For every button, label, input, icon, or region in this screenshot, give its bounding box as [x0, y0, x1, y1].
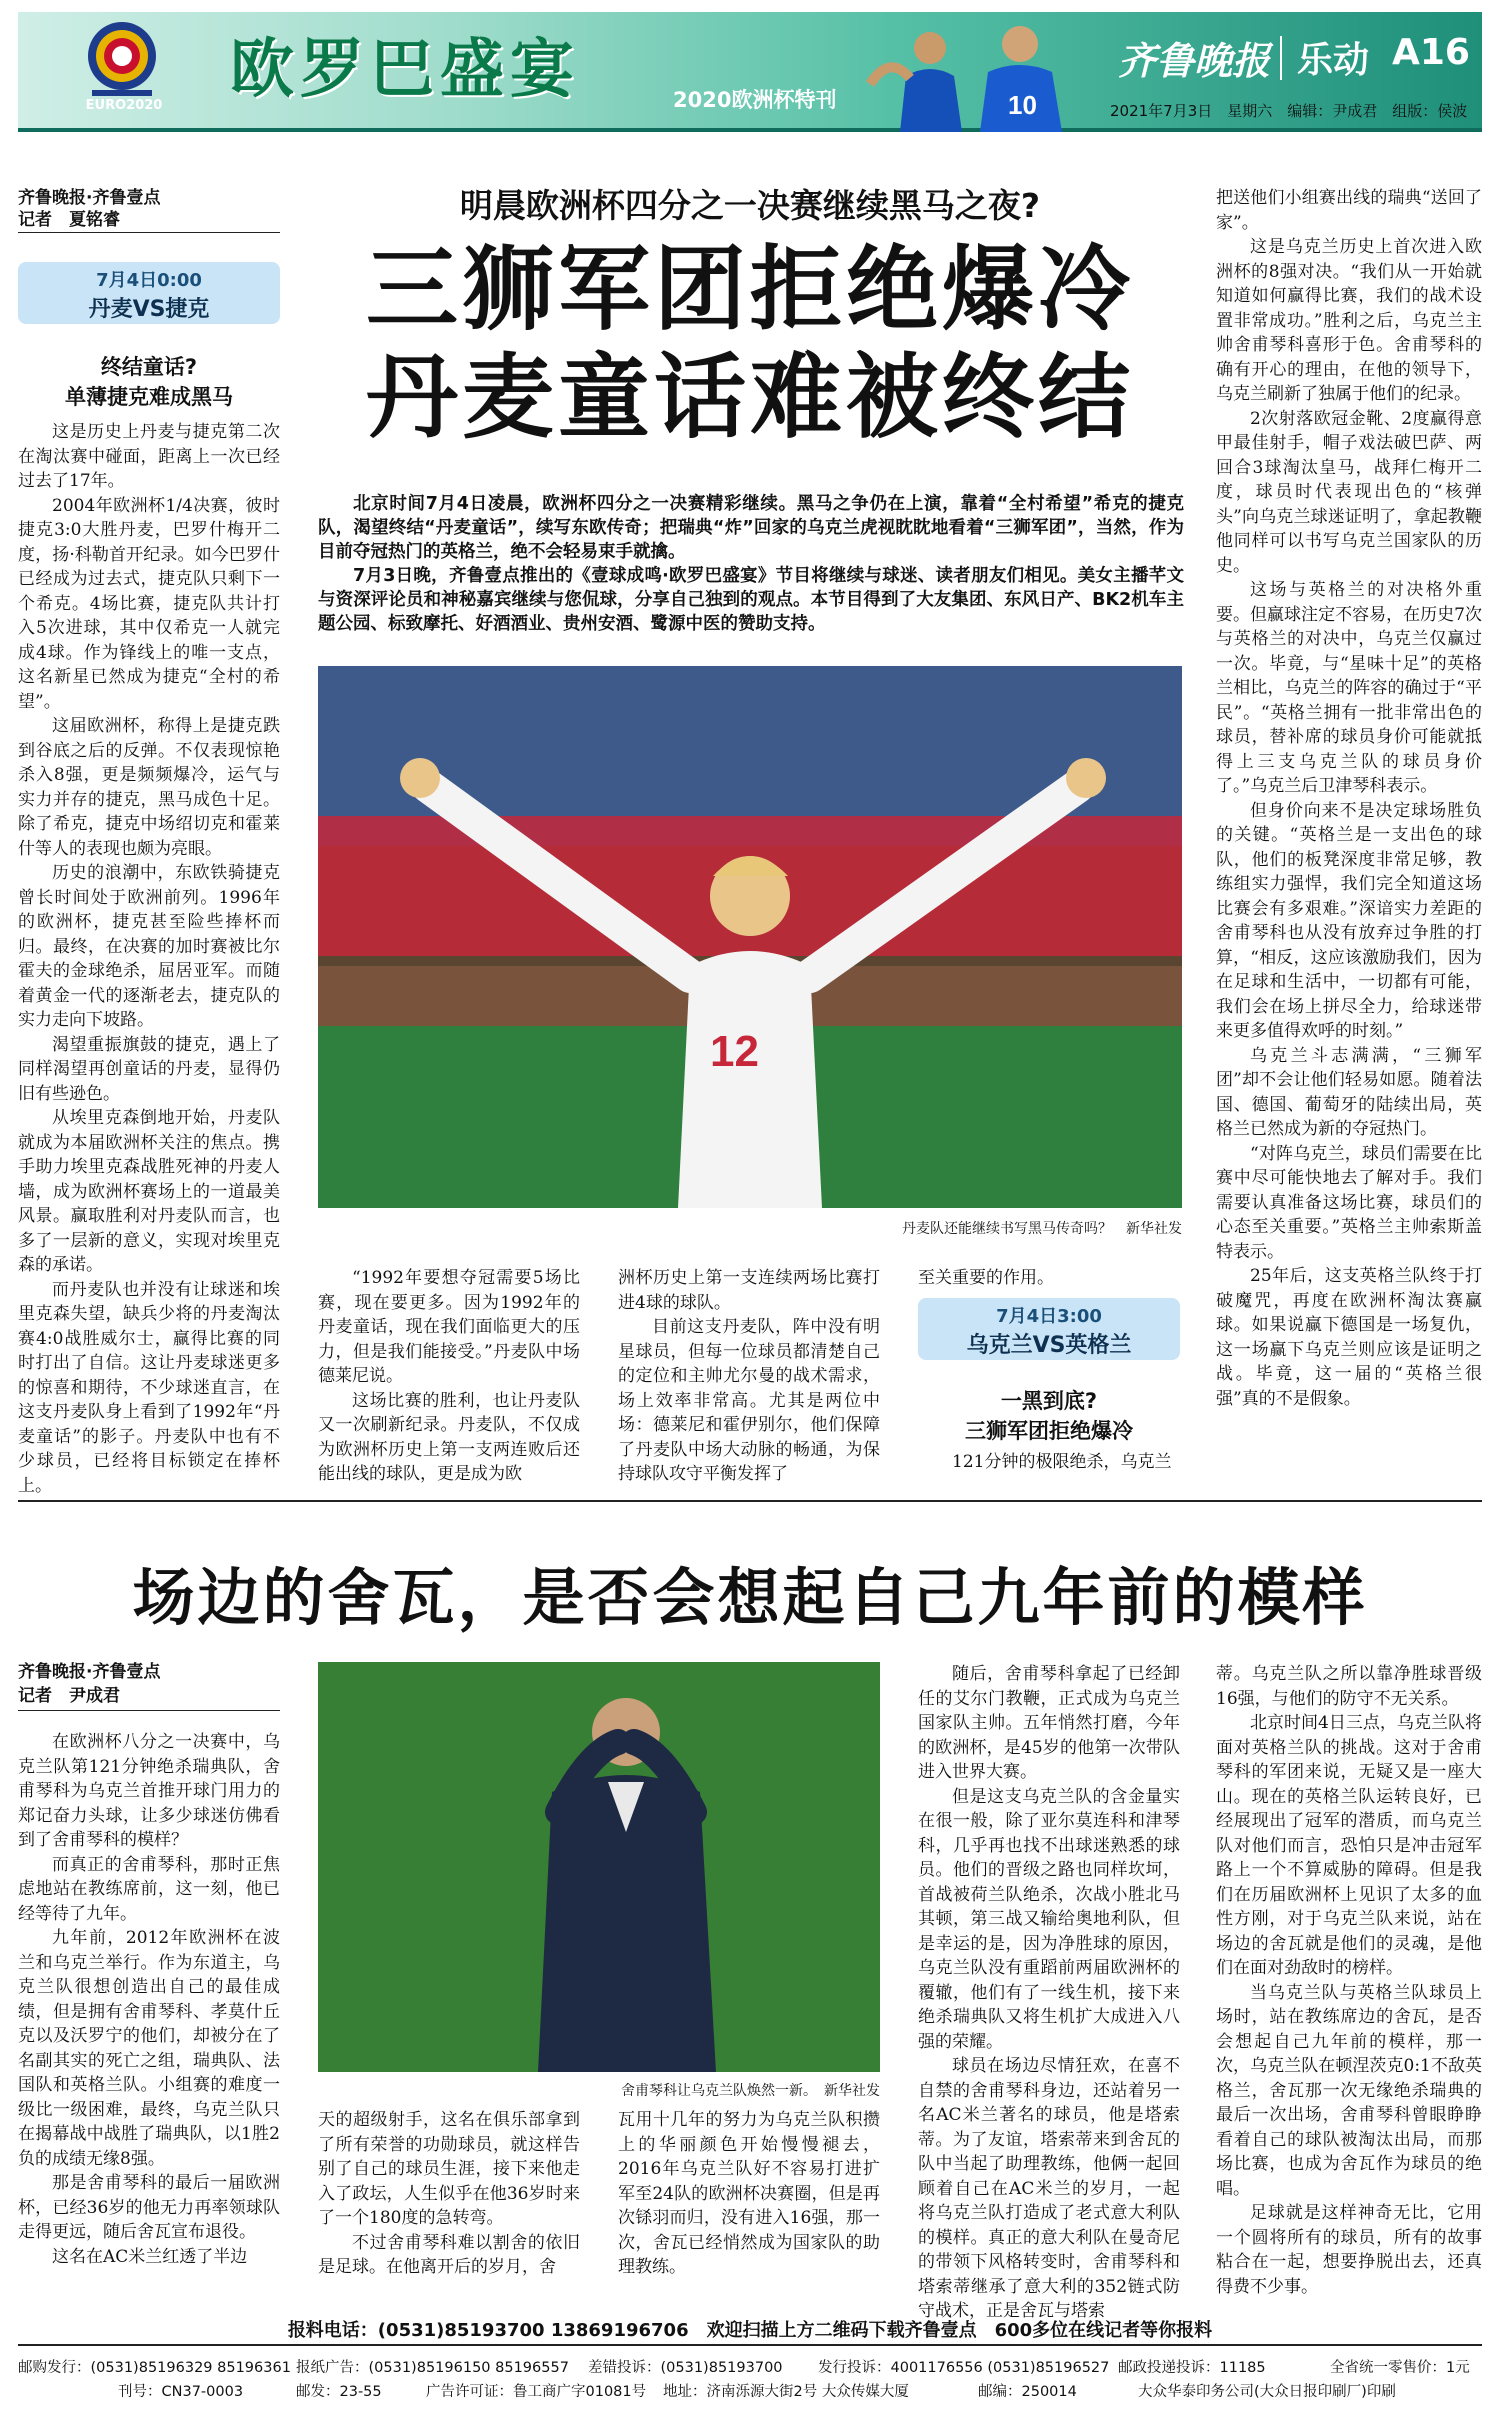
- match-teams: 乌克兰VS英格兰: [966, 1333, 1132, 1358]
- footer-info: 差错投诉：(0531)85193700: [588, 2360, 783, 2376]
- paragraph: 渴望重振旗鼓的捷克，遇上了同样渴望再创童话的丹麦，显得仍旧有些逊色。: [18, 1034, 280, 1104]
- footer-info: 邮编：250014: [978, 2384, 1077, 2400]
- byline-outlet: 齐鲁晚报·齐鲁壹点: [18, 1662, 161, 1682]
- photo-caption: 舍甫琴科让乌克兰队焕然一新。 新华社发: [621, 2083, 880, 2099]
- footer-info: 发行投诉：4001176556 (0531)85196527: [818, 2360, 1110, 2376]
- section-name: 乐动: [1297, 40, 1370, 81]
- paragraph: 而真正的舍甫琴科，那时正焦虑地站在教练席前，这一刻，他已经等待了九年。: [18, 1854, 280, 1924]
- banner-subtitle: 2020欧洲杯特刊: [673, 88, 837, 112]
- subhead-ukraine-england: [918, 1386, 1180, 1446]
- article-column-mid-c2: [918, 1450, 1180, 1476]
- story2-headline: 场边的舍瓦，是否会想起自己九年前的模样: [132, 1561, 1368, 1634]
- paragraph: 这届欧洲杯，称得上是捷克跌到谷底之后的反弹。不仅表现惊艳杀入8强，更是频频爆冷，运气与实力并存的捷克，黑马成色十足。除了希克，捷克中场绍切克和霍莱什等人的表现也颇为亮眼。: [18, 716, 280, 859]
- paragraph: 目前这支丹麦队，阵中没有明星球员，但每一位球员都清楚自己的定位和主帅尤尔曼的战术需求，场上效率非常高。尤其是两位中场：德莱尼和霍伊别尔，他们保障了丹麦队中场大动脉的畅通，为保持球队攻守平衡发挥了: [618, 1317, 880, 1484]
- article-column-mid-a: [318, 1266, 580, 1492]
- paragraph: 从埃里克森倒地开始，丹麦队就成为本届欧洲杯关注的焦点。携手助力埃里克森战胜死神的丹麦人墙，成为欧洲杯赛场上的一道最美风景。赢取胜利对丹麦队而言，也多了一层新的意义，实现对埃里克森的承诺。: [18, 1108, 280, 1275]
- article-column-right: [1216, 186, 1482, 1476]
- hotline: 报料电话：(0531)85193700 13869196706 欢迎扫描上方二维码下载齐鲁壹点 600多位在线记者等你报料: [287, 2320, 1213, 2341]
- footer-info: 邮发：23-55: [296, 2384, 382, 2400]
- footer-info: 广告许可证：鲁工商广字01081号: [426, 2384, 647, 2400]
- byline-outlet: 齐鲁晚报·齐鲁壹点: [18, 188, 161, 208]
- paragraph: 这是乌克兰历史上首次进入欧洲杯的8强对决。“我们从一开始就知道如何赢得比赛，我们的战术设置非常成功。”胜利之后，乌克兰主帅舍甫琴科喜形于色。舍甫琴科的确有开心的理由，在他的领导下，乌克兰刷新了独属于他们的纪录。: [1216, 237, 1482, 404]
- paragraph: “1992年要想夺冠需要5场比赛，现在要更多。因为1992年的丹麦童话，现在我们面临更大的压力，但是我们能接受。”丹麦队中场德莱尼说。: [318, 1268, 580, 1386]
- footer: [18, 2316, 1482, 2406]
- footer-info: 邮政投递投诉：11185: [1118, 2360, 1266, 2376]
- story2-column-1: [18, 1730, 280, 2304]
- photo-caption: 丹麦队还能继续书写黑马传奇吗？ 新华社发: [902, 1221, 1182, 1237]
- footer-info: 刊号：CN37-0003: [118, 2384, 244, 2400]
- date-editor-line: 2021年7月3日 星期六 编辑：尹成君 组版：侯波: [1110, 102, 1468, 120]
- paragraph: 不过舍甫琴科难以割舍的依旧是足球。在他离开后的岁月，舍: [318, 2232, 580, 2277]
- page-number: A16: [1392, 32, 1470, 73]
- match-badge-denmark-czech: [18, 262, 280, 324]
- paragraph: 九年前，2012年欧洲杯在波兰和乌克兰举行。作为东道主，乌克兰队很想创造出自己的最佳成绩，但是拥有舍甫琴科、孝莫什丘克以及沃罗宁的他们，却被分在了名副其实的死亡之组，瑞典队、法国队和英格兰队。小组赛的难度一级比一级困难，最终，乌克兰队只在揭幕战中战胜了瑞典队，以1胜2负的成绩无缘8强。: [18, 1928, 280, 2169]
- paragraph: 2004年欧洲杯1/4决赛，彼时捷克3:0大胜丹麦，巴罗什梅开二度，扬·科勒首开纪录。如今巴罗什已经成为过去式，捷克队只剩下一个希克。4场比赛，捷克队共计打入5次进球，其中仅希克一人就完成4球。作为锋线上的唯一支点，这名新星已然成为捷克“全村的希望”。: [18, 495, 280, 712]
- paragraph: 当乌克兰队与英格兰队球员上场时，站在教练席边的舍瓦，是否会想起自己九年前的模样，那一次，乌克兰队在顿涅茨克0:1不敌英格兰，舍瓦那一次无缘绝杀瑞典的最后一次出场，舍甫琴科曾眼睁睁看着自己的球队被淘汰出局，而那场比赛，也成为舍瓦作为球员的绝唱。: [1216, 1982, 1482, 2199]
- players-photo: [870, 14, 1090, 132]
- paragraph: 瓦用十几年的努力为乌克兰队积攒上的华丽颜色开始慢慢褪去，2016年乌克兰队好不容易打进扩军至24队的欧洲杯决赛圈，但是再次铩羽而归，没有进入16强，那一次，舍瓦已经悄然成为国家队的助理教练。: [618, 2110, 880, 2277]
- paragraph: 乌克兰斗志满满，“三狮军团”却不会让他们轻易如愿。随着法国、德国、葡萄牙的陆续出局，英格兰已然成为新的夺冠热门。: [1216, 1045, 1482, 1139]
- article-column-mid-b: [618, 1266, 880, 1492]
- footer-info: 地址：济南泺源大街2号 大众传媒大厦: [663, 2384, 909, 2400]
- footer-info: 全省统一零售价：1元: [1330, 2360, 1470, 2376]
- paragraph: 这场比赛的胜利，也让丹麦队又一次刷新纪录。丹麦队，不仅成为欧洲杯历史上第一支两连败后还能出线的球队，更是成为欧: [318, 1390, 580, 1484]
- article-column-mid-c: [918, 1266, 1180, 1292]
- footer-info: 邮购发行：(0531)85196329 85196361: [18, 2360, 291, 2376]
- paragraph: 那是舍甫琴科的最后一届欧洲杯，已经36岁的他无力再率领球队走得更远，随后舍瓦宣布退役。: [18, 2173, 280, 2242]
- subhead-line: 一黑到底?: [1000, 1389, 1098, 1413]
- paragraph: “对阵乌克兰，球员们需要在比赛中尽可能快地去了解对手。我们需要认真准备这场比赛，球员们的心态至关重要。”英格兰主帅索斯盖特表示。: [1216, 1143, 1482, 1262]
- rule: [18, 232, 280, 233]
- main-headline: [300, 236, 1200, 452]
- lead-paragraph: [318, 492, 1184, 634]
- newspaper-name: 齐鲁晚报: [1118, 38, 1271, 83]
- footer-info: 大众华泰印务公司(大众日报印刷厂)印刷: [1138, 2384, 1396, 2400]
- banner-title: 欧罗巴盛宴: [230, 32, 580, 107]
- rule: [18, 1710, 280, 1711]
- headline-line: 丹麦童话难被终结: [365, 344, 1134, 451]
- subhead-denmark-czech: [18, 352, 280, 412]
- story2-column-3: [618, 2108, 880, 2304]
- paragraph: 但身价向来不是决定球场胜负的关键。“英格兰是一支出色的球队，他们的板凳深度非常足够，教练组实力强悍，我们完全知道这场比赛会有多艰难。”深谙实力差距的舍甫琴科也从没有放弃过争胜的打算，“相反，这应该激励我们，因为在足球和生活中，一切都有可能，我们会在场上拼尽全力，给球迷带来更多值得欢呼的时刻。”: [1216, 800, 1482, 1041]
- footer-info: 报纸广告：(0531)85196150 85196557: [296, 2360, 569, 2376]
- subhead-line: 终结童话?: [100, 355, 198, 379]
- paragraph: 但是这支乌克兰队的含金量实在很一般，除了亚尔莫连科和津琴科，几乎再也找不出球迷熟悉的球员。他们的晋级之路也同样坎坷，首战被荷兰队绝杀，次战小胜北马其顿，第三战又输给奥地利队，但是幸运的是，因为净胜球的原因，乌克兰队没有重蹈前两届欧洲杯的覆辙，他们有了一线生机，接下来绝杀瑞典队又将生机扩大成进入八强的荣耀。: [918, 1786, 1180, 2052]
- paragraph: 而丹麦队也并没有让球迷和埃里克森失望，缺兵少将的丹麦淘汰赛4:0战胜威尔士，赢得比赛的同时打出了自信。这让丹麦球迷更多的惊喜和期待，不少球迷直言，在这支丹麦队身上看到了1992年“丹麦童话”的影子。丹麦队中也有不少球员，已经将目标锁定在捧杯上。: [18, 1279, 280, 1496]
- paragraph: 2次射落欧冠金靴、2度赢得意甲最佳射手，帽子戏法破巴萨、两回合3球淘汰皇马，战拜仁梅开二度，球员时代表现出色的“核弹头”向乌克兰球迷证明了，拿起教鞭他同样可以书写乌克兰国家队的历史。: [1216, 408, 1482, 576]
- logo-text: EURO2020: [85, 98, 163, 113]
- svg-text:12: 12: [710, 1027, 759, 1076]
- footer-rule: [18, 2344, 1482, 2346]
- match-teams: 丹麦VS捷克: [88, 297, 210, 322]
- paragraph: 洲杯历史上第一支连续两场比赛打进4球的球队。: [618, 1268, 880, 1313]
- paragraph: 至关重要的作用。: [918, 1268, 1054, 1288]
- paragraph: 足球就是这样神奇无比，它用一个圆将所有的球员，所有的故事粘合在一起，想要挣脱出去，还真得费不少事。: [1216, 2203, 1482, 2297]
- paragraph: 把送他们小组赛出线的瑞典“送回了家”。: [1216, 188, 1482, 233]
- svg-text:10: 10: [1008, 90, 1037, 120]
- match-time: 7月4日3:00: [996, 1306, 1102, 1327]
- subhead-line: 单薄捷克难成黑马: [65, 385, 233, 409]
- story2-column-2: [318, 2108, 580, 2304]
- paragraph: 北京时间7月4日凌晨，欧洲杯四分之一决赛精彩继续。黑马之争仍在上演，靠着“全村希望”希克的捷克队，渴望终结“丹麦童话”，续写东欧传奇；把瑞典“炸”回家的乌克兰虎视眈眈地看着“三狮军团”，当然，作为目前夺冠热门的英格兰，绝不会轻易束手就擒。: [318, 494, 1184, 562]
- paragraph: 在欧洲杯八分之一决赛中，乌克兰队第121分钟绝杀瑞典队，舍甫琴科为乌克兰首推开球门用力的郑记奋力头球，让多少球迷仿佛看到了舍甫琴科的模样？: [18, 1732, 280, 1850]
- match-time: 7月4日0:00: [96, 270, 202, 291]
- photo-denmark-player: [318, 666, 1182, 1208]
- match-badge-ukraine-england: [918, 1298, 1180, 1360]
- paragraph: 这场与英格兰的对决格外重要。但赢球注定不容易，在历史7次与英格兰的对决中，乌克兰仅赢过一次。毕竟，与“星味十足”的英格兰相比，乌克兰的阵容的确过于“平民”。“英格兰拥有一批非常出色的球员，替补席的球员身价可能就抵得上三支乌克兰队的球员身价了。”乌克兰后卫津琴科表示。: [1216, 580, 1482, 796]
- story2-column-5: [1216, 1662, 1482, 2304]
- header-separator: [1280, 36, 1282, 80]
- paragraph: 球员在场边尽情狂欢，在喜不自禁的舍甫琴科身边，还站着另一名AC米兰著名的球员，他是塔索蒂。为了友谊，塔索蒂来到舍瓦的队中当起了助理教练，他俩一起回顾着自己在AC米兰的岁月，一起将乌克兰队打造成了老式意大利队的模样。真正的意大利队在曼奇尼的带领下风格转变时，舍甫琴科和塔索蒂继承了意大利的352链式防守战术，正是舍瓦与塔索: [918, 2056, 1180, 2321]
- paragraph: 这名在AC米兰红透了半边: [52, 2246, 248, 2267]
- kicker: 明晨欧洲杯四分之一决赛继续黑马之夜?: [459, 186, 1041, 225]
- paragraph: 25年后，这支英格兰队终于打破魔咒，再度在欧洲杯淘汰赛赢球。如果说赢下德国是一场复仇，这一场赢下乌克兰则应该是证明之战。毕竟，这一届的“英格兰很强”真的不是假象。: [1216, 1266, 1482, 1409]
- paragraph: 天的超级射手，这名在俱乐部拿到了所有荣誉的功勋球员，就这样告别了自己的球员生涯，接下来他走入了政坛，人生似乎在他36岁时来了一个180度的急转弯。: [318, 2110, 580, 2228]
- headline-line: 三狮军团拒绝爆冷: [365, 236, 1134, 343]
- paragraph: 这是历史上丹麦与捷克第二次在淘汰赛中碰面，距离上一次已经过去了17年。: [18, 422, 280, 491]
- article-column-left: [18, 420, 280, 1496]
- story2-column-4: [918, 1662, 1180, 2321]
- paragraph: 7月3日晚，齐鲁壹点推出的《壹球成鸣·欧罗巴盛宴》节目将继续与球迷、读者朋友们相见。美女主播芊文与资深评论员和神秘嘉宾继续与您侃球，分享自己独到的观点。本节目得到了大友集团、东风日产、BK2机车主题公园、标致摩托、好酒酒业、贵州安酒、鹭源中医的赞助支持。: [318, 566, 1184, 634]
- paragraph: 北京时间4日三点，乌克兰队将面对英格兰队的挑战。这对于舍甫琴科的军团来说，无疑又是一座大山。现在的英格兰队运转良好，已经展现出了冠军的潜质，而乌克兰队对他们而言，恐怕只是冲击冠军路上一个不算威胁的障碍。但是我们在历届欧洲杯上见识了太多的血性方刚，对于乌克兰队来说，站在场边的舍瓦就是他们的灵魂，是他们在面对劲敌时的榜样。: [1216, 1713, 1482, 1978]
- paragraph: 随后，舍甫琴科拿起了已经卸任的艾尔门教鞭，正式成为乌克兰国家队主帅。五年悄然打磨，今年的欧洲杯，是45岁的他第一次带队进入世界大赛。: [918, 1664, 1180, 1782]
- paragraph: 121分钟的极限绝杀，乌克兰: [952, 1452, 1172, 1472]
- byline-reporter: 记者 尹成君: [18, 1686, 120, 1706]
- subhead-line: 三狮军团拒绝爆冷: [965, 1419, 1133, 1443]
- section-divider: [18, 1500, 1482, 1502]
- paragraph: 历史的浪潮中，东欧铁骑捷克曾长时间处于欧洲前列。1996年的欧洲杯，捷克甚至险些捧杯而归。最终，在决赛的加时赛被比尔霍夫的金球绝杀，屈居亚军。而随着黄金一代的逐渐老去，捷克队的实力走向下坡路。: [18, 863, 280, 1030]
- paragraph: 蒂。乌克兰队之所以靠净胜球晋级16强，与他们的防守不无关系。: [1216, 1664, 1482, 1709]
- photo-shevchenko: [318, 1662, 880, 2072]
- byline-reporter: 记者 夏铭睿: [18, 210, 120, 230]
